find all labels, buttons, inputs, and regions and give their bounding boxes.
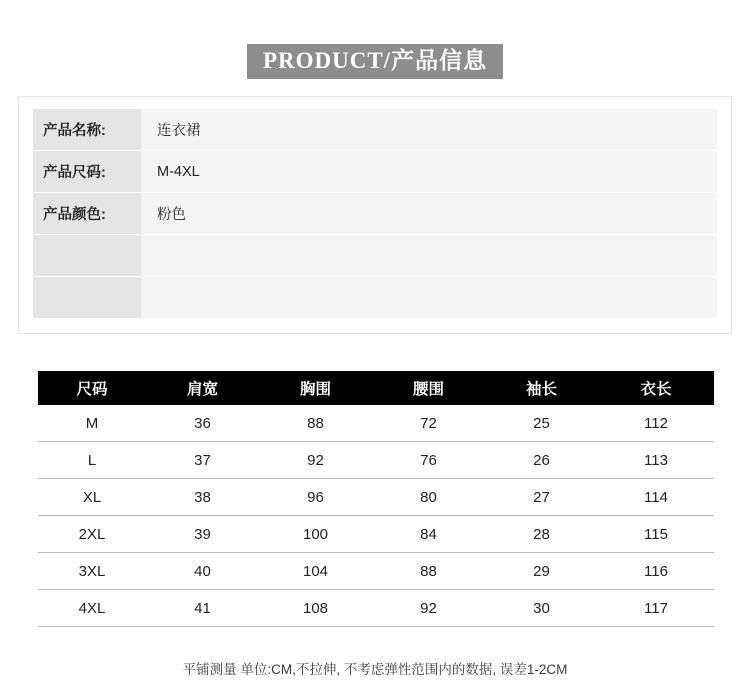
- table-cell: 40: [146, 553, 259, 590]
- table-cell: 108: [259, 590, 372, 627]
- section-title-banner: [247, 44, 503, 79]
- banner-title-cn: 产品信息: [391, 47, 488, 73]
- table-cell: 28: [485, 516, 598, 553]
- info-row-value: [141, 235, 717, 276]
- table-cell: 117: [598, 590, 714, 627]
- table-cell: 88: [259, 405, 372, 442]
- size-chart-table: [38, 371, 714, 627]
- table-cell: 4XL: [38, 590, 146, 627]
- table-cell: 84: [372, 516, 485, 553]
- info-row-key: 产品颜色:: [33, 193, 141, 234]
- table-cell: 2XL: [38, 516, 146, 553]
- table-cell: 38: [146, 479, 259, 516]
- table-cell: 72: [372, 405, 485, 442]
- table-row: [38, 442, 714, 479]
- measurement-note: 平铺测量 单位:CM,不拉伸, 不考虑弹性范围内的数据, 误差1-2CM: [182, 662, 568, 677]
- info-row: [33, 151, 717, 192]
- info-row-value: M-4XL: [141, 151, 717, 192]
- table-cell: 114: [598, 479, 714, 516]
- info-row-key: [33, 277, 141, 318]
- table-row: [38, 553, 714, 590]
- info-row-key: 产品名称:: [33, 109, 141, 150]
- table-cell: 104: [259, 553, 372, 590]
- table-cell: 36: [146, 405, 259, 442]
- info-row-key: [33, 235, 141, 276]
- table-cell: XL: [38, 479, 146, 516]
- info-row-value: [141, 277, 717, 318]
- table-cell: 39: [146, 516, 259, 553]
- table-cell: 76: [372, 442, 485, 479]
- table-cell: M: [38, 405, 146, 442]
- size-chart-head: [38, 371, 714, 405]
- table-cell: 26: [485, 442, 598, 479]
- table-cell: 116: [598, 553, 714, 590]
- column-header: 腰围: [372, 371, 485, 405]
- table-cell: 41: [146, 590, 259, 627]
- banner-title-en: PRODUCT: [262, 48, 384, 73]
- column-header: 肩宽: [146, 371, 259, 405]
- info-row: [33, 235, 717, 276]
- table-cell: 100: [259, 516, 372, 553]
- banner-container: [0, 44, 750, 79]
- column-header: 尺码: [38, 371, 146, 405]
- info-row-value: 连衣裙: [141, 109, 717, 150]
- table-cell: 27: [485, 479, 598, 516]
- product-info-table: [18, 96, 732, 334]
- table-cell: 30: [485, 590, 598, 627]
- table-cell: L: [38, 442, 146, 479]
- column-header: 衣长: [598, 371, 714, 405]
- column-header: 袖长: [485, 371, 598, 405]
- table-cell: 96: [259, 479, 372, 516]
- table-cell: 115: [598, 516, 714, 553]
- table-cell: 88: [372, 553, 485, 590]
- table-cell: 3XL: [38, 553, 146, 590]
- table-cell: 92: [372, 590, 485, 627]
- info-row-value: 粉色: [141, 193, 717, 234]
- table-cell: 113: [598, 442, 714, 479]
- table-cell: 37: [146, 442, 259, 479]
- table-row: [38, 479, 714, 516]
- table-cell: 25: [485, 405, 598, 442]
- table-header-row: [38, 371, 714, 405]
- table-row: [38, 405, 714, 442]
- info-row: [33, 277, 717, 318]
- table-cell: 92: [259, 442, 372, 479]
- info-row: [33, 193, 717, 234]
- table-row: [38, 590, 714, 627]
- column-header: 胸围: [259, 371, 372, 405]
- table-cell: 80: [372, 479, 485, 516]
- size-chart-body: [38, 405, 714, 627]
- banner-separator: /: [383, 48, 392, 73]
- table-cell: 29: [485, 553, 598, 590]
- table-row: [38, 516, 714, 553]
- info-row: [33, 109, 717, 150]
- info-row-key: 产品尺码:: [33, 151, 141, 192]
- table-cell: 112: [598, 405, 714, 442]
